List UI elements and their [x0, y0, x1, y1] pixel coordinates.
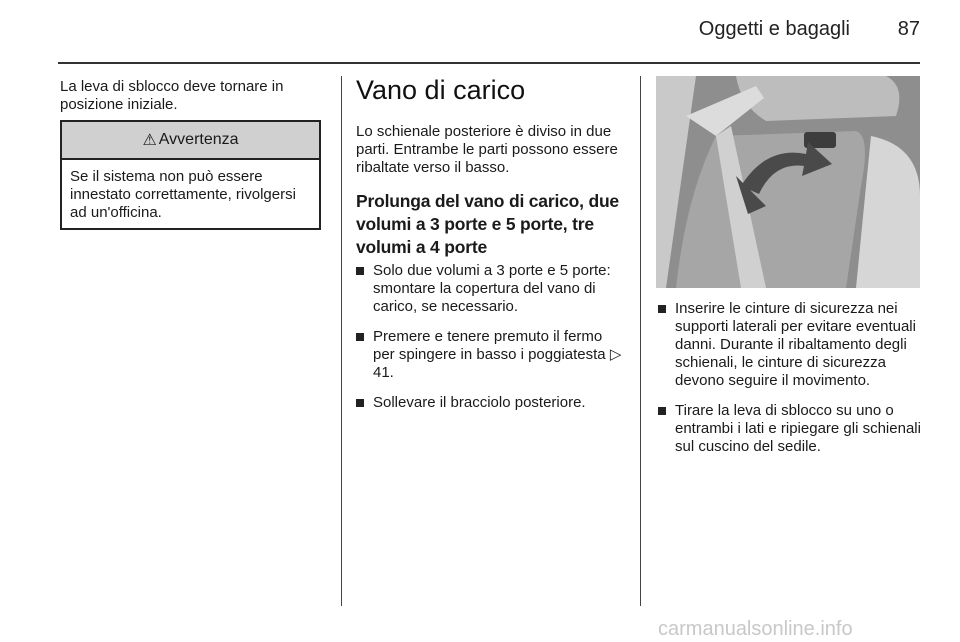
- section-heading: Vano di carico: [356, 75, 526, 105]
- col1-paragraph: La leva di sblocco deve tornare in posizione iniziale.: [60, 78, 284, 113]
- list-item: Tirare la leva di sblocco su uno o entrambi i lati e ripiegare gli schienali sul cuscino del sedile.: [658, 402, 922, 456]
- bullet-square-icon: [356, 333, 364, 341]
- warning-text: Se il sistema non può essere innestato correttamente, rivolgersi ad un'officina.: [70, 168, 296, 221]
- page-header-title: Oggetti e bagagli: [698, 18, 850, 40]
- subsection-heading: Prolunga del vano di carico, due volumi a 3 porte e 5 porte, tre volumi a 4 porte: [356, 191, 619, 257]
- illustration-svg: [656, 76, 920, 288]
- header-rule: [58, 62, 920, 64]
- col2-bullet-list: [356, 262, 626, 424]
- bullet-square-icon: [658, 407, 666, 415]
- col3-bullet-list: [658, 300, 922, 468]
- warning-triangle-icon: ⚠: [142, 132, 157, 149]
- bullet-square-icon: [356, 267, 364, 275]
- column-divider-1: [341, 76, 342, 606]
- bullet-square-icon: [356, 399, 364, 407]
- warning-title: Avvertenza: [158, 131, 239, 148]
- page-number: 87: [897, 18, 920, 40]
- list-item: Sollevare il bracciolo posteriore.: [356, 394, 626, 412]
- list-item: Premere e tenere premuto il fermo per spingere in basso i poggiatesta ▷ 41.: [356, 328, 626, 382]
- warning-header: [62, 122, 319, 160]
- list-item: Solo due volumi a 3 porte e 5 porte: smontare la copertura del vano di carico, se necessario.: [356, 262, 626, 316]
- bullet-square-icon: [658, 305, 666, 313]
- seatback-release-illustration: [656, 76, 920, 288]
- watermark: carmanualsonline.info: [658, 618, 853, 640]
- warning-box: [60, 120, 321, 230]
- column-divider-2: [640, 76, 641, 606]
- list-item: Inserire le cinture di sicurezza nei supporti laterali per evitare eventuali danni. Durante il ribaltamento degli schienali, le cinture di sicurezza devono seguire il movimento.: [658, 300, 922, 390]
- section-intro: Lo schienale posteriore è diviso in due parti. Entrambe le parti possono essere ribaltate verso il basso.: [356, 123, 618, 176]
